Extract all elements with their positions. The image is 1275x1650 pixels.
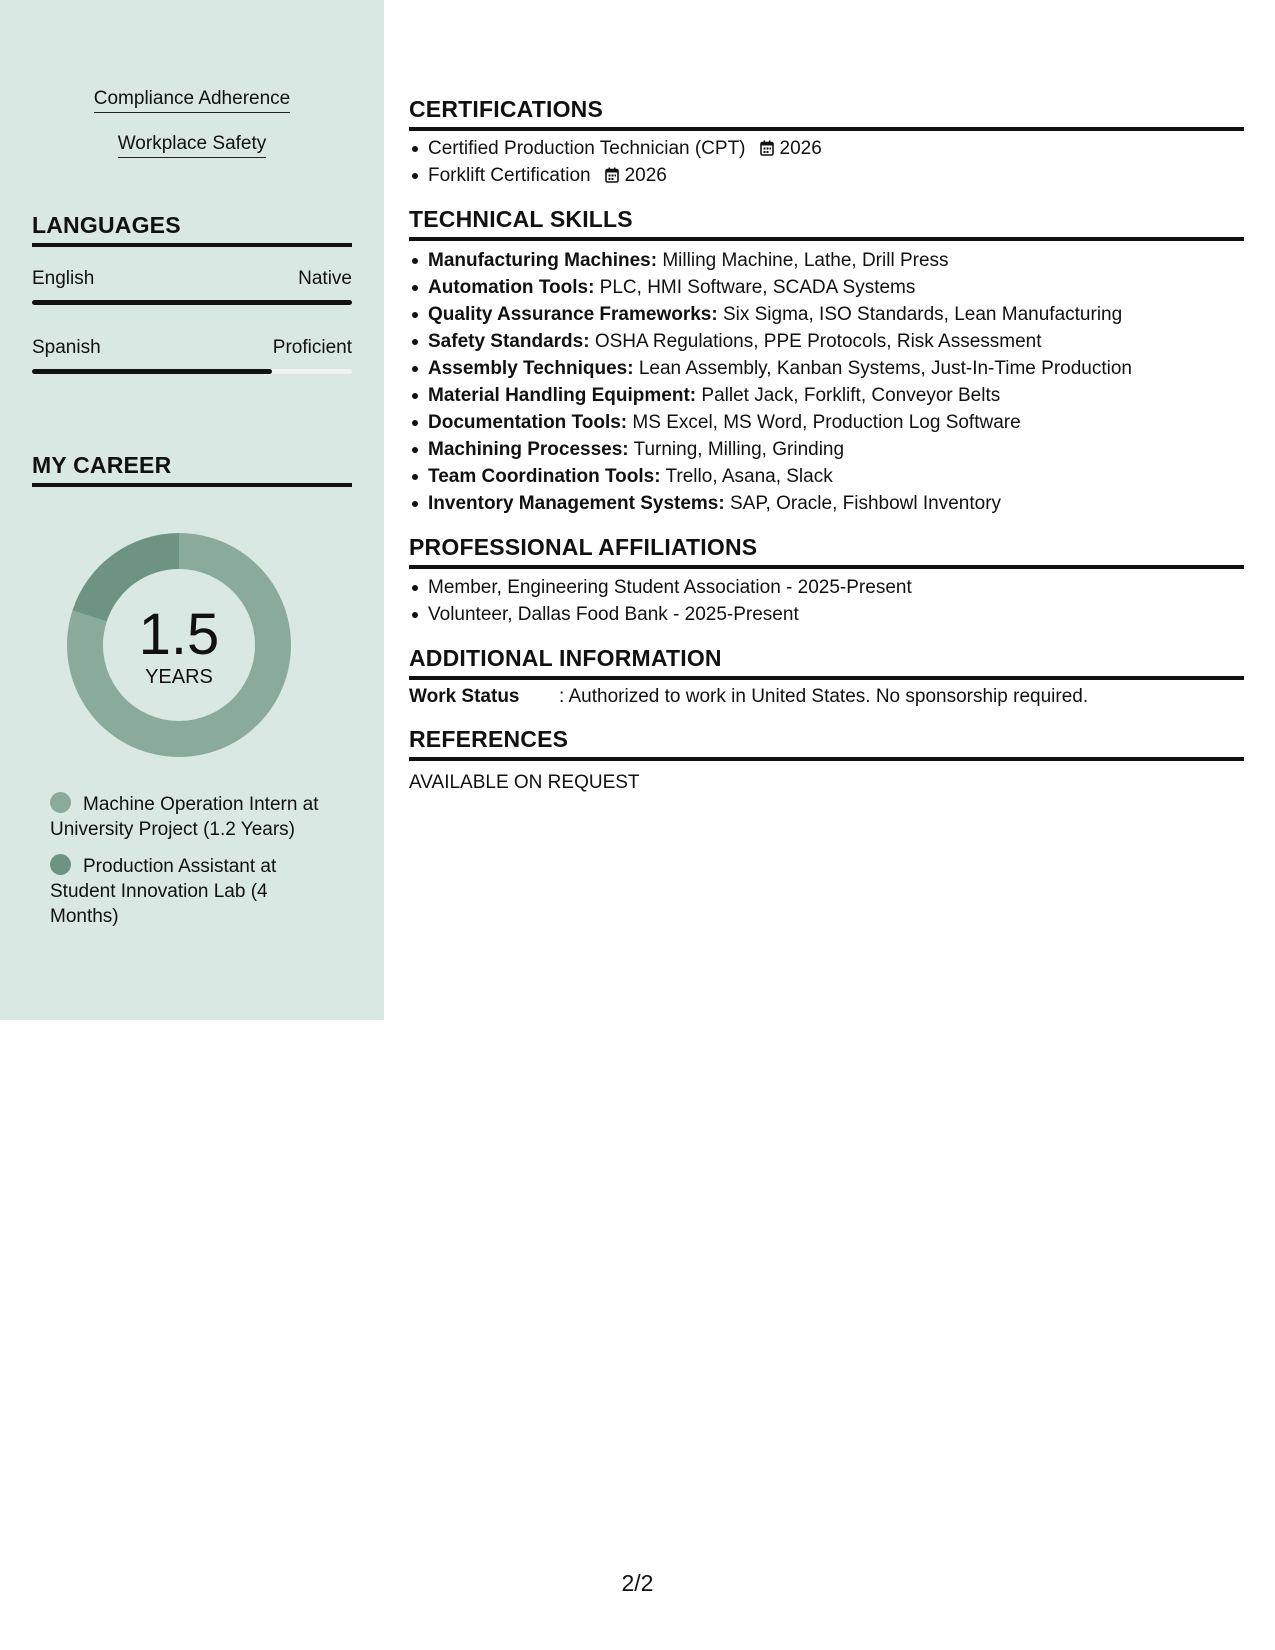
affiliations-list [409, 574, 912, 628]
career-item: Machine Operation Intern at University Project (1.2 Years) [50, 794, 319, 840]
language-name: English [32, 268, 95, 289]
language-level: Native [298, 268, 352, 289]
list-item: Team Coordination Tools: Trello, Asana, Slack [428, 463, 1132, 490]
list-item: Automation Tools: PLC, HMI Software, SCADA Systems [428, 274, 1132, 301]
languages-heading: LANGUAGES [32, 212, 352, 247]
list-item: Material Handling Equipment: Pallet Jack, Forklift, Conveyor Belts [428, 382, 1132, 409]
career-item: Production Assistant at Student Innovation Lab (4 Months) [50, 856, 277, 927]
work-status-value: : Authorized to work in United States. No sponsorship required. [559, 686, 1089, 707]
list-item: Inventory Management Systems: SAP, Oracle, Fishbowl Inventory [428, 490, 1132, 517]
career-legend-dot [50, 854, 71, 875]
language-bar-fill [32, 369, 272, 374]
language-level: Proficient [272, 337, 352, 358]
technical-skills-heading: TECHNICAL SKILLS [409, 206, 1244, 241]
list-item: Forklift Certification 2026 [428, 162, 822, 189]
certification-year: 2026 [624, 165, 667, 186]
career-donut-chart [64, 530, 294, 760]
list-item: Certified Production Technician (CPT) 2026 [428, 135, 822, 162]
work-status-label: Work Status [409, 686, 520, 707]
certifications-list [409, 135, 822, 189]
list-item: Assembly Techniques: Lean Assembly, Kanban Systems, Just-In-Time Production [428, 355, 1132, 382]
list-item: Manufacturing Machines: Milling Machine, Lathe, Drill Press [428, 247, 1132, 274]
language-row-english [32, 268, 352, 290]
language-bar-english [32, 300, 352, 305]
list-item: Machining Processes: Turning, Milling, Grinding [428, 436, 1132, 463]
certifications-heading: CERTIFICATIONS [409, 96, 1244, 131]
list-item: Safety Standards: OSHA Regulations, PPE Protocols, Risk Assessment [428, 328, 1132, 355]
list-item: Quality Assurance Frameworks: Six Sigma, ISO Standards, Lean Manufacturing [428, 301, 1132, 328]
skill-compliance-adherence[interactable]: Compliance Adherence [0, 88, 384, 110]
career-legend-dot [50, 792, 71, 813]
references-heading: REFERENCES [409, 726, 1244, 761]
affiliations-heading: PROFESSIONAL AFFILIATIONS [409, 534, 1244, 569]
list-item: Volunteer, Dallas Food Bank - 2025-Present [428, 601, 912, 628]
skill-workplace-safety[interactable]: Workplace Safety [0, 133, 384, 155]
technical-skills-list [409, 247, 1132, 517]
career-heading: MY CAREER [32, 452, 352, 487]
calendar-icon [605, 167, 619, 183]
career-total-unit: YEARS [145, 666, 213, 688]
sidebar [0, 0, 384, 1020]
page-number: 2/2 [621, 1570, 654, 1596]
calendar-icon [760, 140, 774, 156]
references-text: AVAILABLE ON REQUEST [409, 772, 640, 793]
language-bar-spanish [32, 369, 352, 374]
additional-info-heading: ADDITIONAL INFORMATION [409, 645, 1244, 680]
language-row-spanish [32, 337, 352, 359]
list-item: Member, Engineering Student Association - 2025-Present [428, 574, 912, 601]
work-status-row [409, 686, 1244, 708]
language-name: Spanish [32, 337, 101, 358]
language-bar-fill [32, 300, 352, 305]
certification-year: 2026 [779, 138, 822, 159]
list-item: Documentation Tools: MS Excel, MS Word, Production Log Software [428, 409, 1132, 436]
career-total-value: 1.5 [138, 602, 220, 667]
